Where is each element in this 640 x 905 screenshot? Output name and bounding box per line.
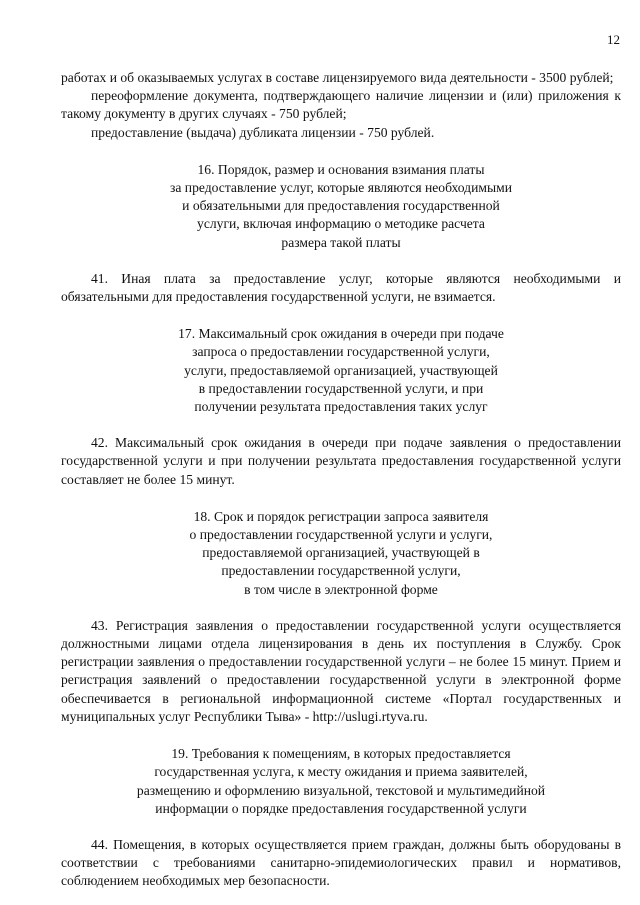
paragraph-43: 43. Регистрация заявления о предоставлении государственной услуги осуществляется должностными лицами отдела лицензирования в день их поступления в Службу. Срок регистрации заявления о предоставлении государственной услуги – не более 15 минут. Прием и регистрация заявлений о предоставлении государственной услуги в электронной форме обеспечивается в региональной информационной системе «Портал государственных и муниципальных услуг Республики Тыва» - http://uslugi.rtyva.ru. [61,617,621,724]
document-body [61,69,621,891]
heading-line: запроса о предоставлении государственной услуги, [192,344,490,360]
heading-line: государственная услуга, к месту ожидания и приема заявителей, [154,764,528,780]
heading-line: получении результата предоставления таких услуг [194,399,488,415]
paragraph-duplicate-fee: предоставление (выдача) дубликата лицензии - 750 рублей. [91,124,435,140]
heading-line: 17. Максимальный срок ожидания в очереди при подаче [178,326,504,342]
paragraph-reissue-fee: переоформление документа, подтверждающего наличие лицензии и (или) приложения к такому документу в других случаях - 750 рублей; [61,88,621,122]
paragraph-continued: работах и об оказываемых услугах в составе лицензируемого вида деятельности - 3500 рублей; [61,70,614,85]
heading-line: в том числе в электронной форме [244,581,438,597]
heading-line: размещению и оформлению визуальной, текстовой и мультимедийной [136,782,546,798]
heading-line: 16. Порядок, размер и основания взимания платы [197,161,485,177]
heading-line: 18. Срок и порядок регистрации запроса заявителя [193,508,489,524]
heading-line: предоставлении государственной услуги, [221,563,461,579]
paragraph-42: 42. Максимальный срок ожидания в очереди при подаче заявления о предоставлении государственной услуги и при получении результата предоставления государственной услуги составляет не более 15 минут. [61,435,621,487]
section-heading-16 [61,161,621,252]
heading-line: предоставляемой организацией, участвующей в [202,545,480,561]
heading-line: услуги, предоставляемой организацией, участвующей [184,362,498,378]
section-heading-18 [61,508,621,599]
heading-line: в предоставлении государственной услуги, и при [198,380,484,396]
section-heading-17 [61,325,621,416]
paragraph-41: 41. Иная плата за предоставление услуг, которые являются необходимыми и обязательными для предоставления государственной услуги, не взимается. [61,270,621,305]
page-number: 12 [607,32,620,47]
paragraph-44: 44. Помещения, в которых осуществляется прием граждан, должны быть оборудованы в соответствии с требованиями санитарно-эпидемиологических правил и нормативов, соблюдением необходимых мер безопасности. [61,836,621,889]
heading-line: информации о порядке предоставления государственной услуги [155,800,527,816]
heading-line: 19. Требования к помещениям, в которых предоставляется [171,746,511,762]
heading-line: услуги, включая информацию о методике расчета [197,216,485,232]
heading-line: размера такой платы [281,234,401,250]
heading-line: за предоставление услуг, которые являются необходимыми [170,180,512,196]
section-heading-19 [61,745,621,818]
heading-line: о предоставлении государственной услуги и услуги, [189,527,493,543]
heading-line: и обязательными для предоставления государственной [182,198,500,214]
